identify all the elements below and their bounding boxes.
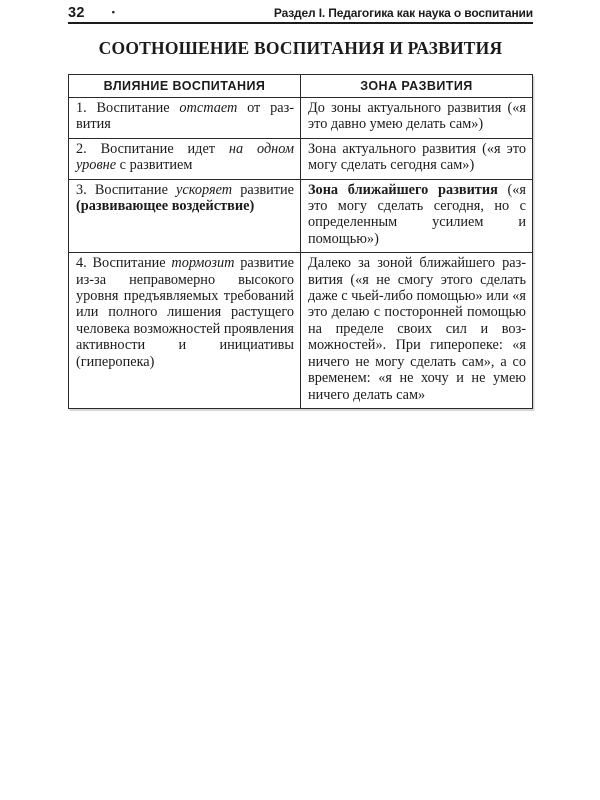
cell-text-segment: развитие xyxy=(232,181,294,198)
table-row-1 xyxy=(69,98,533,139)
cell-text-segment: 4. Воспитание xyxy=(76,255,172,272)
table-row-4 xyxy=(69,253,533,409)
column-header-influence: ВЛИЯНИЕ ВОСПИТАНИЯ xyxy=(69,75,301,98)
cell-influence-4 xyxy=(69,253,301,409)
cell-zone-3 xyxy=(301,179,533,253)
cell-text-segment: («я это могу сделать сегодня, но с определенным усилием и помощью») xyxy=(308,181,527,247)
table-row-3 xyxy=(69,179,533,253)
cell-text-segment: с развитием xyxy=(116,157,193,174)
bullet-icon: • xyxy=(111,7,115,17)
cell-text-emphasis: отстает xyxy=(179,100,238,116)
cell-text-emphasis: на одном уровне xyxy=(76,140,294,174)
cell-text-segment: Зона актуального развития («я это могу сделать сегодня сам») xyxy=(308,140,526,174)
cell-text-segment: До зоны актуального развития («я это давно умею делать сам») xyxy=(308,100,526,133)
comparison-table xyxy=(68,74,533,409)
cell-text-segment: 3. Воспитание xyxy=(76,181,177,198)
running-header-title: Раздел I. Педагогика как наука о воспитании xyxy=(273,6,533,20)
column-header-zone: ЗОНА РАЗВИТИЯ xyxy=(301,75,533,98)
page-number: 32 xyxy=(68,5,85,21)
cell-text-emphasis: тормозит xyxy=(171,255,235,272)
cell-text-segment: 2. Воспитание идет xyxy=(76,140,229,157)
header-rule xyxy=(68,22,533,24)
cell-text-emphasis: ускоряет xyxy=(176,181,233,198)
cell-text-segment: развитие из-за неправомерно высокого уровня предъявляемых требований или полного лишения растущего человека возможностей проявления активности и инициативы (гиперопека) xyxy=(76,255,294,370)
cell-text-segment: Далеко за зоной ближайшего развития («я не смогу этого сделать даже с чьей-либо помощью» или «я это делаю с посторонней помощью на пределе своих сил и возможностей». При гиперопеке: «я ничего не могу сделать сам», а со временем: «я не хочу и не умею ничего делать сам» xyxy=(308,255,526,403)
cell-zone-2 xyxy=(301,138,533,179)
table-header-row xyxy=(69,75,533,98)
cell-text-segment: 1. Воспитание xyxy=(76,100,180,116)
table-row-2 xyxy=(69,138,533,179)
cell-zone-4 xyxy=(301,253,533,409)
cell-influence-2 xyxy=(69,138,301,179)
cell-text-segment: от развития xyxy=(76,100,294,133)
cell-text-strong: Зона ближайшего развития xyxy=(308,181,498,198)
page-header xyxy=(68,5,533,21)
page-title: СООТНОШЕНИЕ ВОСПИТАНИЯ И РАЗВИТИЯ xyxy=(98,38,503,58)
cell-text-strong: (развивающее воздействие) xyxy=(76,198,255,215)
cell-influence-1 xyxy=(69,98,301,139)
cell-influence-3 xyxy=(69,179,301,253)
cell-zone-1 xyxy=(301,98,533,139)
